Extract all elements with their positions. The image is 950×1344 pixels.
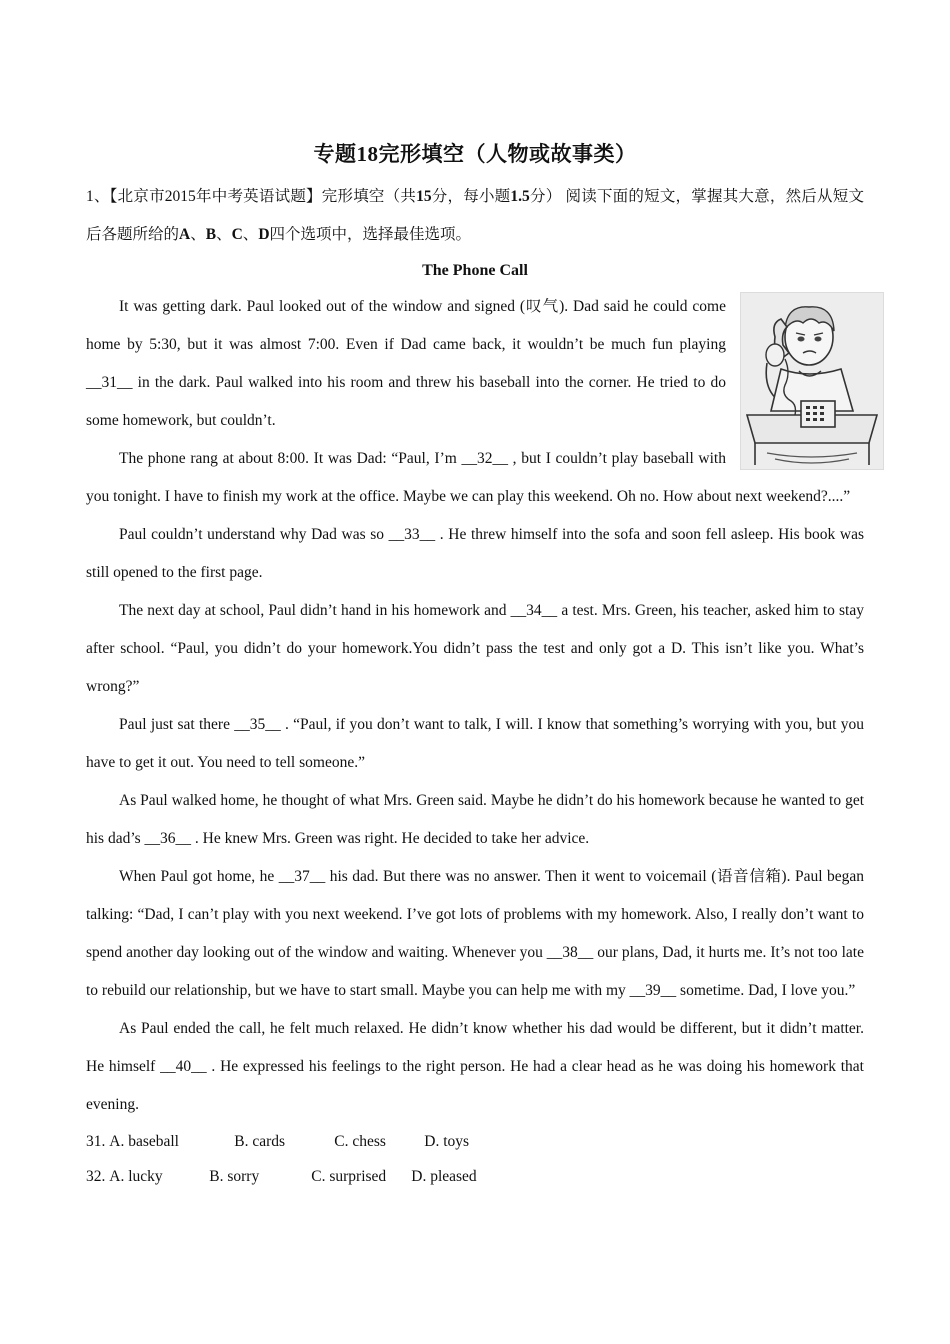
option-a: A. lucky	[109, 1168, 163, 1185]
paragraph-1: It was getting dark. Paul looked out of the window and signed (叹气). Dad said he could come home by 5:30, but it was almost 7:00. Even if Dad came back, it wouldn’t be much fun playing __31__ in the dark. Paul walked into his room and threw his baseball into the corner. He tried to do some homework, but couldn’t.	[86, 298, 726, 429]
option-b: B. cards	[234, 1133, 286, 1150]
paragraph-8: As Paul ended the call, he felt much relaxed. He didn’t know whether his dad would be different, but it didn’t matter. He himself __40__ . He expressed his feelings to the right person. He had a clear head as he was doing his homework that evening.	[86, 1020, 864, 1113]
question-31-options: 31. A. baseball B. cards C. chess D. toys	[86, 1124, 864, 1159]
option-d: D. toys	[424, 1133, 470, 1150]
paragraph-5: Paul just sat there __35__ . “Paul, if you don’t want to talk, I will. I know that something’s worrying with you, but you have to get it out. You need to tell someone.”	[86, 716, 864, 771]
question-32-options: 32. A. lucky B. sorry C. surprised D. pleased	[86, 1159, 864, 1194]
document-page	[86, 130, 864, 1194]
option-b: B. sorry	[209, 1168, 260, 1185]
option-c: C. chess	[334, 1133, 386, 1150]
paragraph-4: The next day at school, Paul didn’t hand in his homework and __34__ a test. Mrs. Green, his teacher, asked him to stay after school. “Paul, you didn’t do your homework.You didn’t pass the test and only got a D. This isn’t like you. What’s wrong?”	[86, 602, 864, 695]
option-d: D. pleased	[411, 1168, 477, 1185]
paragraph-7: When Paul got home, he __37__ his dad. But there was no answer. Then it went to voicemail (语音信箱). Paul began talking: “Dad, I can’t play with you next weekend. I’ve got lots of problems with my homework. Also, I really don’t want to spend another day looking out of the window and waiting. Whenever you __38__ our plans, Dad, it hurts me. It’s not too late to rebuild our relationship, but we have to start small. Maybe you can help me with my __39__ sometime. Dad, I love you.”	[86, 868, 864, 999]
question-intro: 1、【北京市2015年中考英语试题】完形填空（共15分，每小题1.5分） 阅读下面的短文，掌握其大意，然后从短文后各题所给的A、B、C、D四个选项中，选择最佳选项。	[86, 188, 864, 243]
option-a: A. baseball	[109, 1133, 179, 1150]
page-title: 专题18完形填空（人物或故事类）	[313, 142, 637, 166]
paragraph-6: As Paul walked home, he thought of what Mrs. Green said. Maybe he didn’t do his homework because he wanted to get his dad’s __36__ . He knew Mrs. Green was right. He decided to take her advice.	[86, 792, 864, 847]
option-c: C. surprised	[311, 1168, 387, 1185]
paragraph-3: Paul couldn’t understand why Dad was so __33__ . He threw himself into the sofa and soon fell asleep. His book was still opened to the first page.	[86, 526, 864, 581]
paragraph-2: The phone rang at about 8:00. It was Dad: “Paul, I’m __32__ , but I couldn’t play baseball with you tonight. I have to finish my work at the office. Maybe we can play this weekend. Oh no. How about next weekend?....”	[86, 450, 851, 505]
boy-on-phone-illustration	[740, 292, 884, 470]
story-title: The Phone Call	[422, 262, 528, 279]
